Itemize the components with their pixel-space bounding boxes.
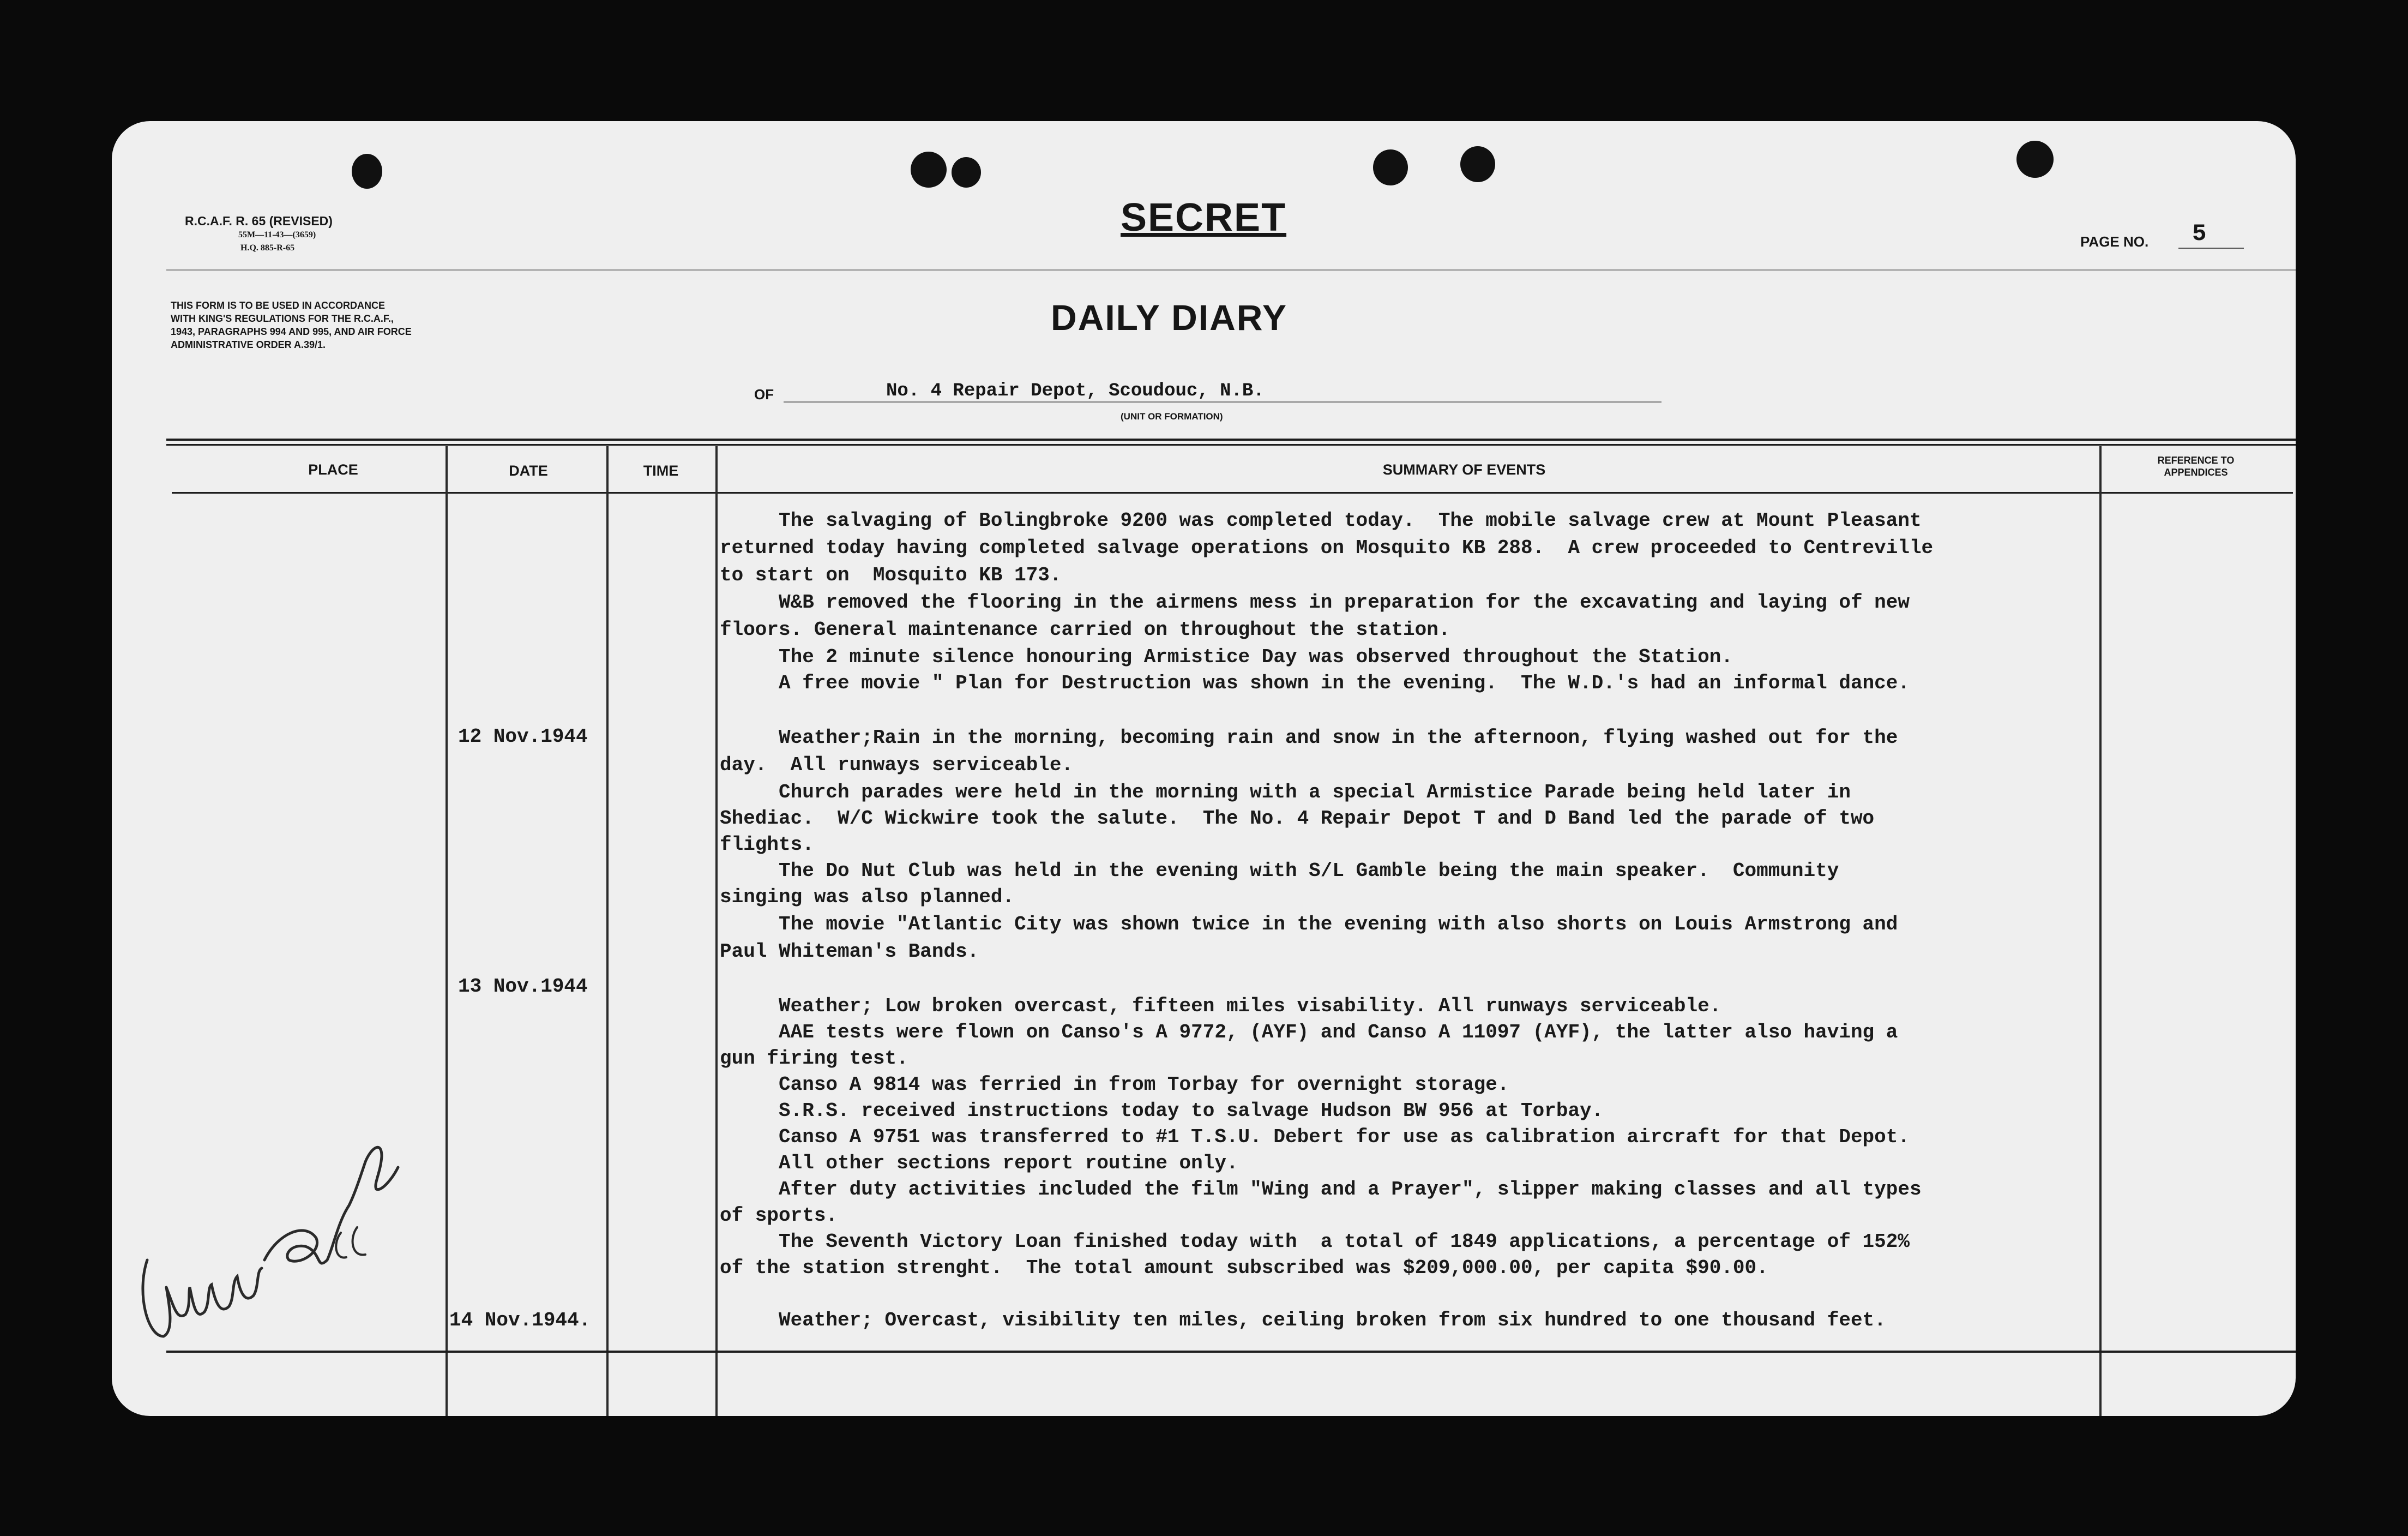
summary-line: All other sections report routine only.: [720, 1152, 1238, 1174]
page-number: 5: [2192, 220, 2207, 248]
summary-line: W&B removed the flooring in the airmens mess in preparation for the excavating and laying of new: [720, 591, 1910, 614]
unit-caption: (UNIT OR FORMATION): [1121, 411, 1223, 422]
summary-line: returned today having completed salvage operations on Mosquito KB 288. A crew proceeded to Centreville: [720, 537, 1934, 559]
of-label: OF: [754, 386, 774, 403]
page-number-label: PAGE NO.: [2080, 233, 2149, 250]
summary-of-events: [112, 121, 2296, 1416]
column-header-place: PLACE: [308, 461, 358, 478]
summary-line: of sports.: [720, 1204, 838, 1227]
summary-line: gun firing test.: [720, 1047, 908, 1070]
summary-line: Weather;Rain in the morning, becoming rain and snow in the afternoon, flying washed out for the: [720, 727, 1898, 749]
entry-date: 14 Nov.1944.: [449, 1309, 591, 1331]
summary-line: of the station strenght. The total amount subscribed was $209,000.00, per capita $90.00.: [720, 1257, 1768, 1279]
summary-line: singing was also planned.: [720, 886, 1015, 908]
form-hq-code: H.Q. 885-R-65: [240, 243, 295, 253]
form-instructions-4: ADMINISTRATIVE ORDER A.39/1.: [171, 339, 326, 350]
summary-line: Canso A 9814 was ferried in from Torbay for overnight storage.: [720, 1073, 1509, 1096]
summary-line: S.R.S. received instructions today to salvage Hudson BW 956 at Torbay.: [720, 1100, 1604, 1122]
summary-line: The Do Nut Club was held in the evening with S/L Gamble being the main speaker. Community: [720, 860, 1839, 882]
summary-line: Shediac. W/C Wickwire took the salute. The No. 4 Repair Depot T and D Band led the parade of two: [720, 807, 1875, 830]
form-instructions-3: 1943, PARAGRAPHS 994 AND 995, AND AIR FORCE: [171, 326, 412, 337]
summary-line: A free movie " Plan for Destruction was shown in the evening. The W.D.'s had an informal dance.: [720, 672, 1910, 694]
summary-line: The Seventh Victory Loan finished today with a total of 1849 applications, a percentage of 152%: [720, 1231, 1910, 1253]
form-print-code: 55M—11-43—(3659): [238, 230, 316, 239]
summary-line: day. All runways serviceable.: [720, 754, 1074, 776]
summary-line: to start on Mosquito KB 173.: [720, 564, 1062, 586]
summary-line: floors. General maintenance carried on throughout the station.: [720, 619, 1450, 641]
column-header-date: DATE: [509, 463, 548, 479]
summary-line: Paul Whiteman's Bands.: [720, 940, 979, 963]
summary-line: The movie "Atlantic City was shown twice in the evening with also shorts on Louis Armstrong and: [720, 913, 1898, 935]
form-instructions-1: THIS FORM IS TO BE USED IN ACCORDANCE: [171, 300, 386, 311]
classification-stamp: SECRET: [1121, 196, 1287, 239]
diary-title: DAILY DIARY: [1051, 297, 1287, 338]
summary-line: Weather; Low broken overcast, fifteen miles visability. All runways serviceable.: [720, 995, 1721, 1017]
summary-line: After duty activities included the film "Wing and a Prayer", slipper making classes and all types: [720, 1178, 1922, 1201]
summary-line: Church parades were held in the morning with a special Armistice Parade being held later in: [720, 781, 1851, 803]
form-code: R.C.A.F. R. 65 (REVISED): [185, 214, 333, 228]
column-header-time: TIME: [643, 463, 679, 479]
column-header-appendices: APPENDICES: [2164, 467, 2228, 478]
commanding-officer-signature: [125, 1096, 420, 1353]
summary-line: flights.: [720, 833, 814, 856]
summary-line: Canso A 9751 was transferred to #1 T.S.U. Debert for use as calibration aircraft for that Depot.: [720, 1126, 1910, 1148]
column-header-summary: SUMMARY OF EVENTS: [1382, 461, 1546, 478]
unit-name: No. 4 Repair Depot, Scoudouc, N.B.: [886, 381, 1265, 401]
summary-line: Weather; Overcast, visibility ten miles, ceiling broken from six hundred to one thousand feet.: [720, 1309, 1886, 1331]
entry-date: 12 Nov.1944: [458, 725, 588, 748]
column-header-reference: REFERENCE TO: [2157, 455, 2235, 466]
summary-line: The salvaging of Bolingbroke 9200 was completed today. The mobile salvage crew at Mount Pleasant: [720, 509, 1922, 532]
entry-date: 13 Nov.1944: [458, 975, 588, 998]
form-instructions-2: WITH KING'S REGULATIONS FOR THE R.C.A.F.,: [171, 313, 394, 324]
summary-line: The 2 minute silence honouring Armistice Day was observed throughout the Station.: [720, 646, 1733, 668]
summary-line: AAE tests were flown on Canso's A 9772, (AYF) and Canso A 11097 (AYF), the latter also having a: [720, 1021, 1898, 1043]
